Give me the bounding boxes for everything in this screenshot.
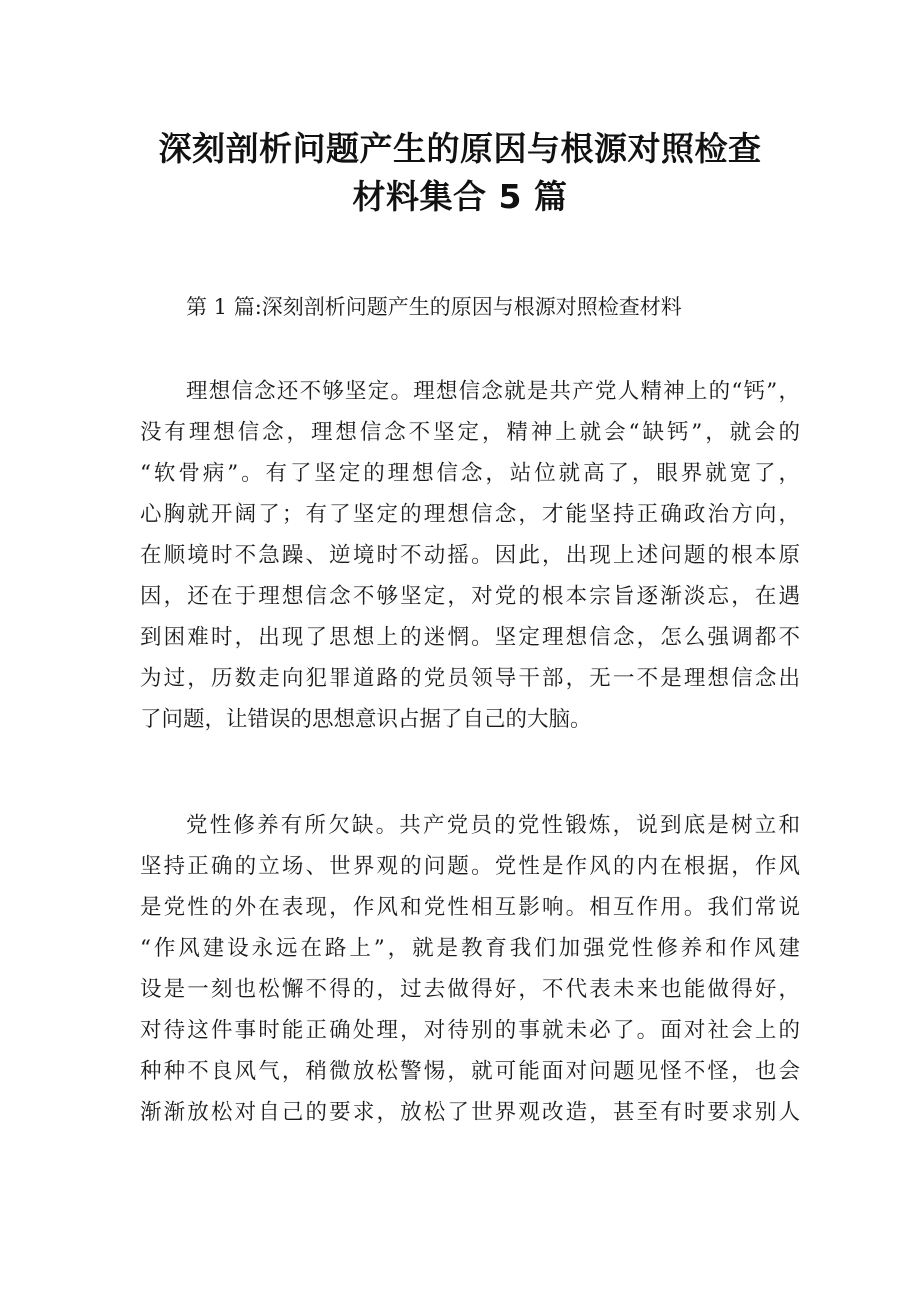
paragraph-line: 种种不良风气，稍微放松警惕，就可能面对问题见怪不怪，也会 xyxy=(140,1059,800,1084)
body-paragraph xyxy=(140,805,800,1133)
paragraph-line: 在顺境时不急躁、逆境时不动摇。因此，出现上述问题的根本原 xyxy=(140,543,800,568)
paragraph-line: 到困难时，出现了思想上的迷惘。坚定理想信念，怎么强调都不 xyxy=(140,625,800,650)
paragraph-line: 心胸就开阔了；有了坚定的理想信念，才能坚持正确政治方向， xyxy=(140,502,800,527)
paragraph-line: 因，还在于理想信念不够坚定，对党的根本宗旨逐渐淡忘，在遇 xyxy=(140,584,800,609)
paragraph-line: 党性修养有所欠缺。共产党员的党性锻炼，说到底是树立和 xyxy=(186,813,800,838)
paragraph-line: 坚持正确的立场、世界观的问题。党性是作风的内在根据，作风 xyxy=(140,854,800,879)
title-line: 材料集合 5 篇 xyxy=(352,177,568,217)
paragraph-line: “软骨病”。有了坚定的理想信念，站位就高了，眼界就宽了， xyxy=(140,461,800,486)
paragraph-line: 为过，历数走向犯罪道路的党员领导干部，无一不是理想信念出 xyxy=(140,666,800,691)
document-title xyxy=(130,125,790,221)
paragraph-line: 渐渐放松对自己的要求，放松了世界观改造，甚至有时要求别人 xyxy=(140,1100,800,1125)
paragraph-line: “作风建设永远在路上”，就是教育我们加强党性修养和作风建 xyxy=(140,936,800,961)
paragraph-line: 了问题，让错误的思想意识占据了自己的大脑。 xyxy=(140,707,592,732)
paragraph-line: 是党性的外在表现，作风和党性相互影响。相互作用。我们常说 xyxy=(140,895,800,920)
paragraph-line: 设是一刻也松懈不得的，过去做得好，不代表未来也能做得好， xyxy=(140,977,800,1002)
paragraph-line: 对待这件事时能正确处理，对待别的事就未必了。面对社会上的 xyxy=(140,1018,800,1043)
section-heading: 第 1 篇:深刻剖析问题产生的原因与根源对照检查材料 xyxy=(186,295,682,319)
body-paragraph xyxy=(140,371,800,740)
title-line: 深刻剖析问题产生的原因与根源对照检查 xyxy=(158,129,762,169)
paragraph-line: 没有理想信念，理想信念不坚定，精神上就会“缺钙”，就会的 xyxy=(140,420,800,445)
paragraph-line: 理想信念还不够坚定。理想信念就是共产党人精神上的“钙”， xyxy=(186,379,800,404)
